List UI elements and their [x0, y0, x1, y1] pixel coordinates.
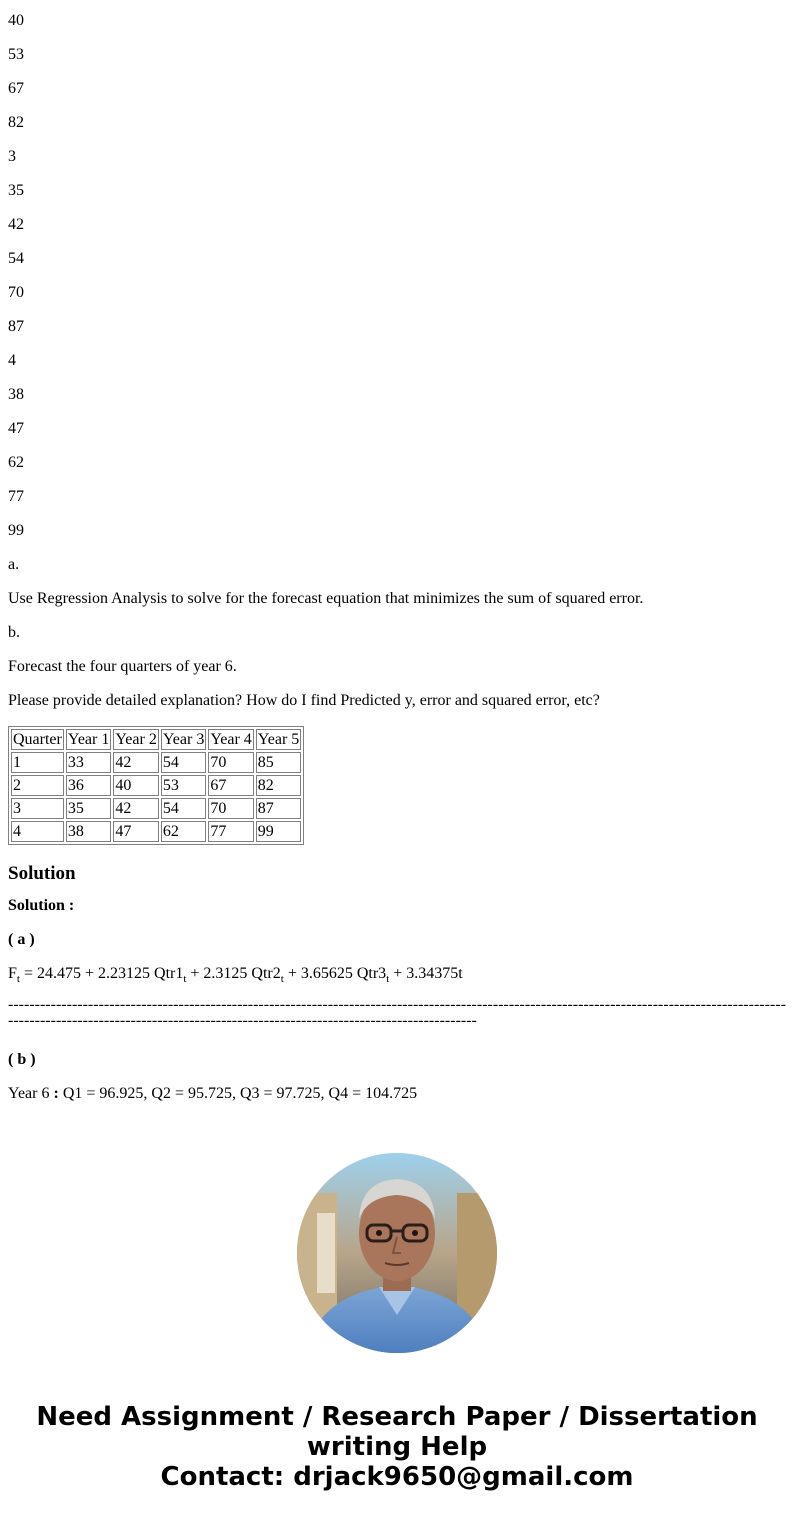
table-cell: 77 [208, 821, 253, 842]
formula-term: + 3.34375t [389, 965, 463, 982]
formula-term: + 3.65625 Qtr3 [283, 965, 387, 982]
table-cell: 99 [256, 821, 301, 842]
formula-term: = 24.475 + 2.23125 Qtr1 [19, 965, 184, 982]
table-cell: 70 [208, 798, 253, 819]
table-cell: 47 [113, 821, 158, 842]
table-row [11, 798, 301, 819]
number-line: 77 [8, 488, 24, 505]
part-a-label: a. [8, 556, 20, 573]
table-row [11, 752, 301, 773]
formula-subscript: t [386, 973, 390, 986]
table-cell: 36 [66, 775, 111, 796]
formula-lhs: F [8, 965, 17, 982]
answer-label: Year 6 [8, 1085, 54, 1102]
table-cell: 42 [113, 752, 158, 773]
number-line: 87 [8, 318, 24, 335]
quarterly-data-table [8, 726, 304, 845]
table-cell: 1 [11, 752, 64, 773]
part-b-label: b. [8, 624, 20, 641]
table-header-cell: Year 5 [257, 731, 300, 748]
table-cell: 4 [11, 821, 64, 842]
footer-line: Need Assignment / Research Paper / Dissertation [36, 1402, 758, 1432]
table-row [11, 775, 301, 796]
number-line: 42 [8, 216, 24, 233]
solution-heading: Solution [8, 863, 76, 884]
number-line: 53 [8, 46, 24, 63]
table-cell: 53 [161, 775, 206, 796]
table-cell: 38 [66, 821, 111, 842]
part-b-question: Forecast the four quarters of year 6. [8, 658, 237, 675]
part-a-answer-label: ( a ) [8, 931, 35, 948]
formula-subscript: t [16, 973, 20, 986]
number-line: 38 [8, 386, 24, 403]
number-line: 99 [8, 522, 24, 539]
table-cell: 70 [208, 752, 253, 773]
author-avatar [297, 1153, 497, 1353]
table-cell: 54 [161, 798, 206, 819]
explanation-request: Please provide detailed explanation? How do I find Predicted y, error and squared error, etc? [8, 692, 600, 709]
table-header-row [11, 729, 301, 750]
forecast-equation [8, 953, 786, 987]
table-cell: 2 [11, 775, 64, 796]
part-a-question: Use Regression Analysis to solve for the forecast equation that minimizes the sum of squared error. [8, 590, 644, 607]
separator-dashes: ------------------------------------------------------------------------------------------------------------------------------------------------------------------------------------------------------------------------------------------ [8, 996, 786, 1029]
number-line: 62 [8, 454, 24, 471]
footer-contact[interactable]: Contact: drjack9650@gmail.com [160, 1462, 634, 1492]
footer-banner [0, 1402, 794, 1492]
table-cell: 87 [256, 798, 301, 819]
footer-line: writing Help [306, 1432, 488, 1462]
table-header-cell: Quarter [13, 731, 62, 748]
table-cell: 33 [66, 752, 111, 773]
part-b-answer-label: ( b ) [8, 1051, 36, 1068]
number-line: 67 [8, 80, 24, 97]
year-6-forecast [8, 1073, 786, 1107]
formula-subscript: t [280, 973, 284, 986]
formula-subscript: t [183, 973, 187, 986]
formula-term: + 2.3125 Qtr2 [186, 965, 281, 982]
table-cell: 42 [113, 798, 158, 819]
table-cell: 40 [113, 775, 158, 796]
table-row [11, 821, 301, 842]
number-line: 40 [8, 12, 24, 29]
table-cell: 82 [256, 775, 301, 796]
table-header-cell: Year 2 [115, 731, 157, 748]
number-line: 54 [8, 250, 24, 267]
number-line: 82 [8, 114, 24, 131]
table-cell: 54 [161, 752, 206, 773]
table-cell: 67 [208, 775, 253, 796]
table-cell: 85 [256, 752, 301, 773]
answer-values: Q1 = 96.925, Q2 = 95.725, Q3 = 97.725, Q4 = 104.725 [58, 1085, 418, 1102]
table-header-cell: Year 3 [162, 731, 205, 748]
number-list [8, 0, 786, 544]
table-header-cell: Year 1 [67, 731, 110, 748]
table-header-cell: Year 4 [210, 731, 252, 748]
table-cell: 3 [11, 798, 64, 819]
table-cell: 62 [161, 821, 206, 842]
number-line: 4 [8, 352, 16, 369]
number-line: 70 [8, 284, 24, 301]
number-line: 47 [8, 420, 24, 437]
number-line: 3 [8, 148, 16, 165]
answer-colon: : [53, 1085, 59, 1102]
table-cell: 35 [66, 798, 111, 819]
number-line: 35 [8, 182, 24, 199]
author-photo-icon [297, 1153, 497, 1353]
solution-label: Solution : [8, 897, 75, 914]
